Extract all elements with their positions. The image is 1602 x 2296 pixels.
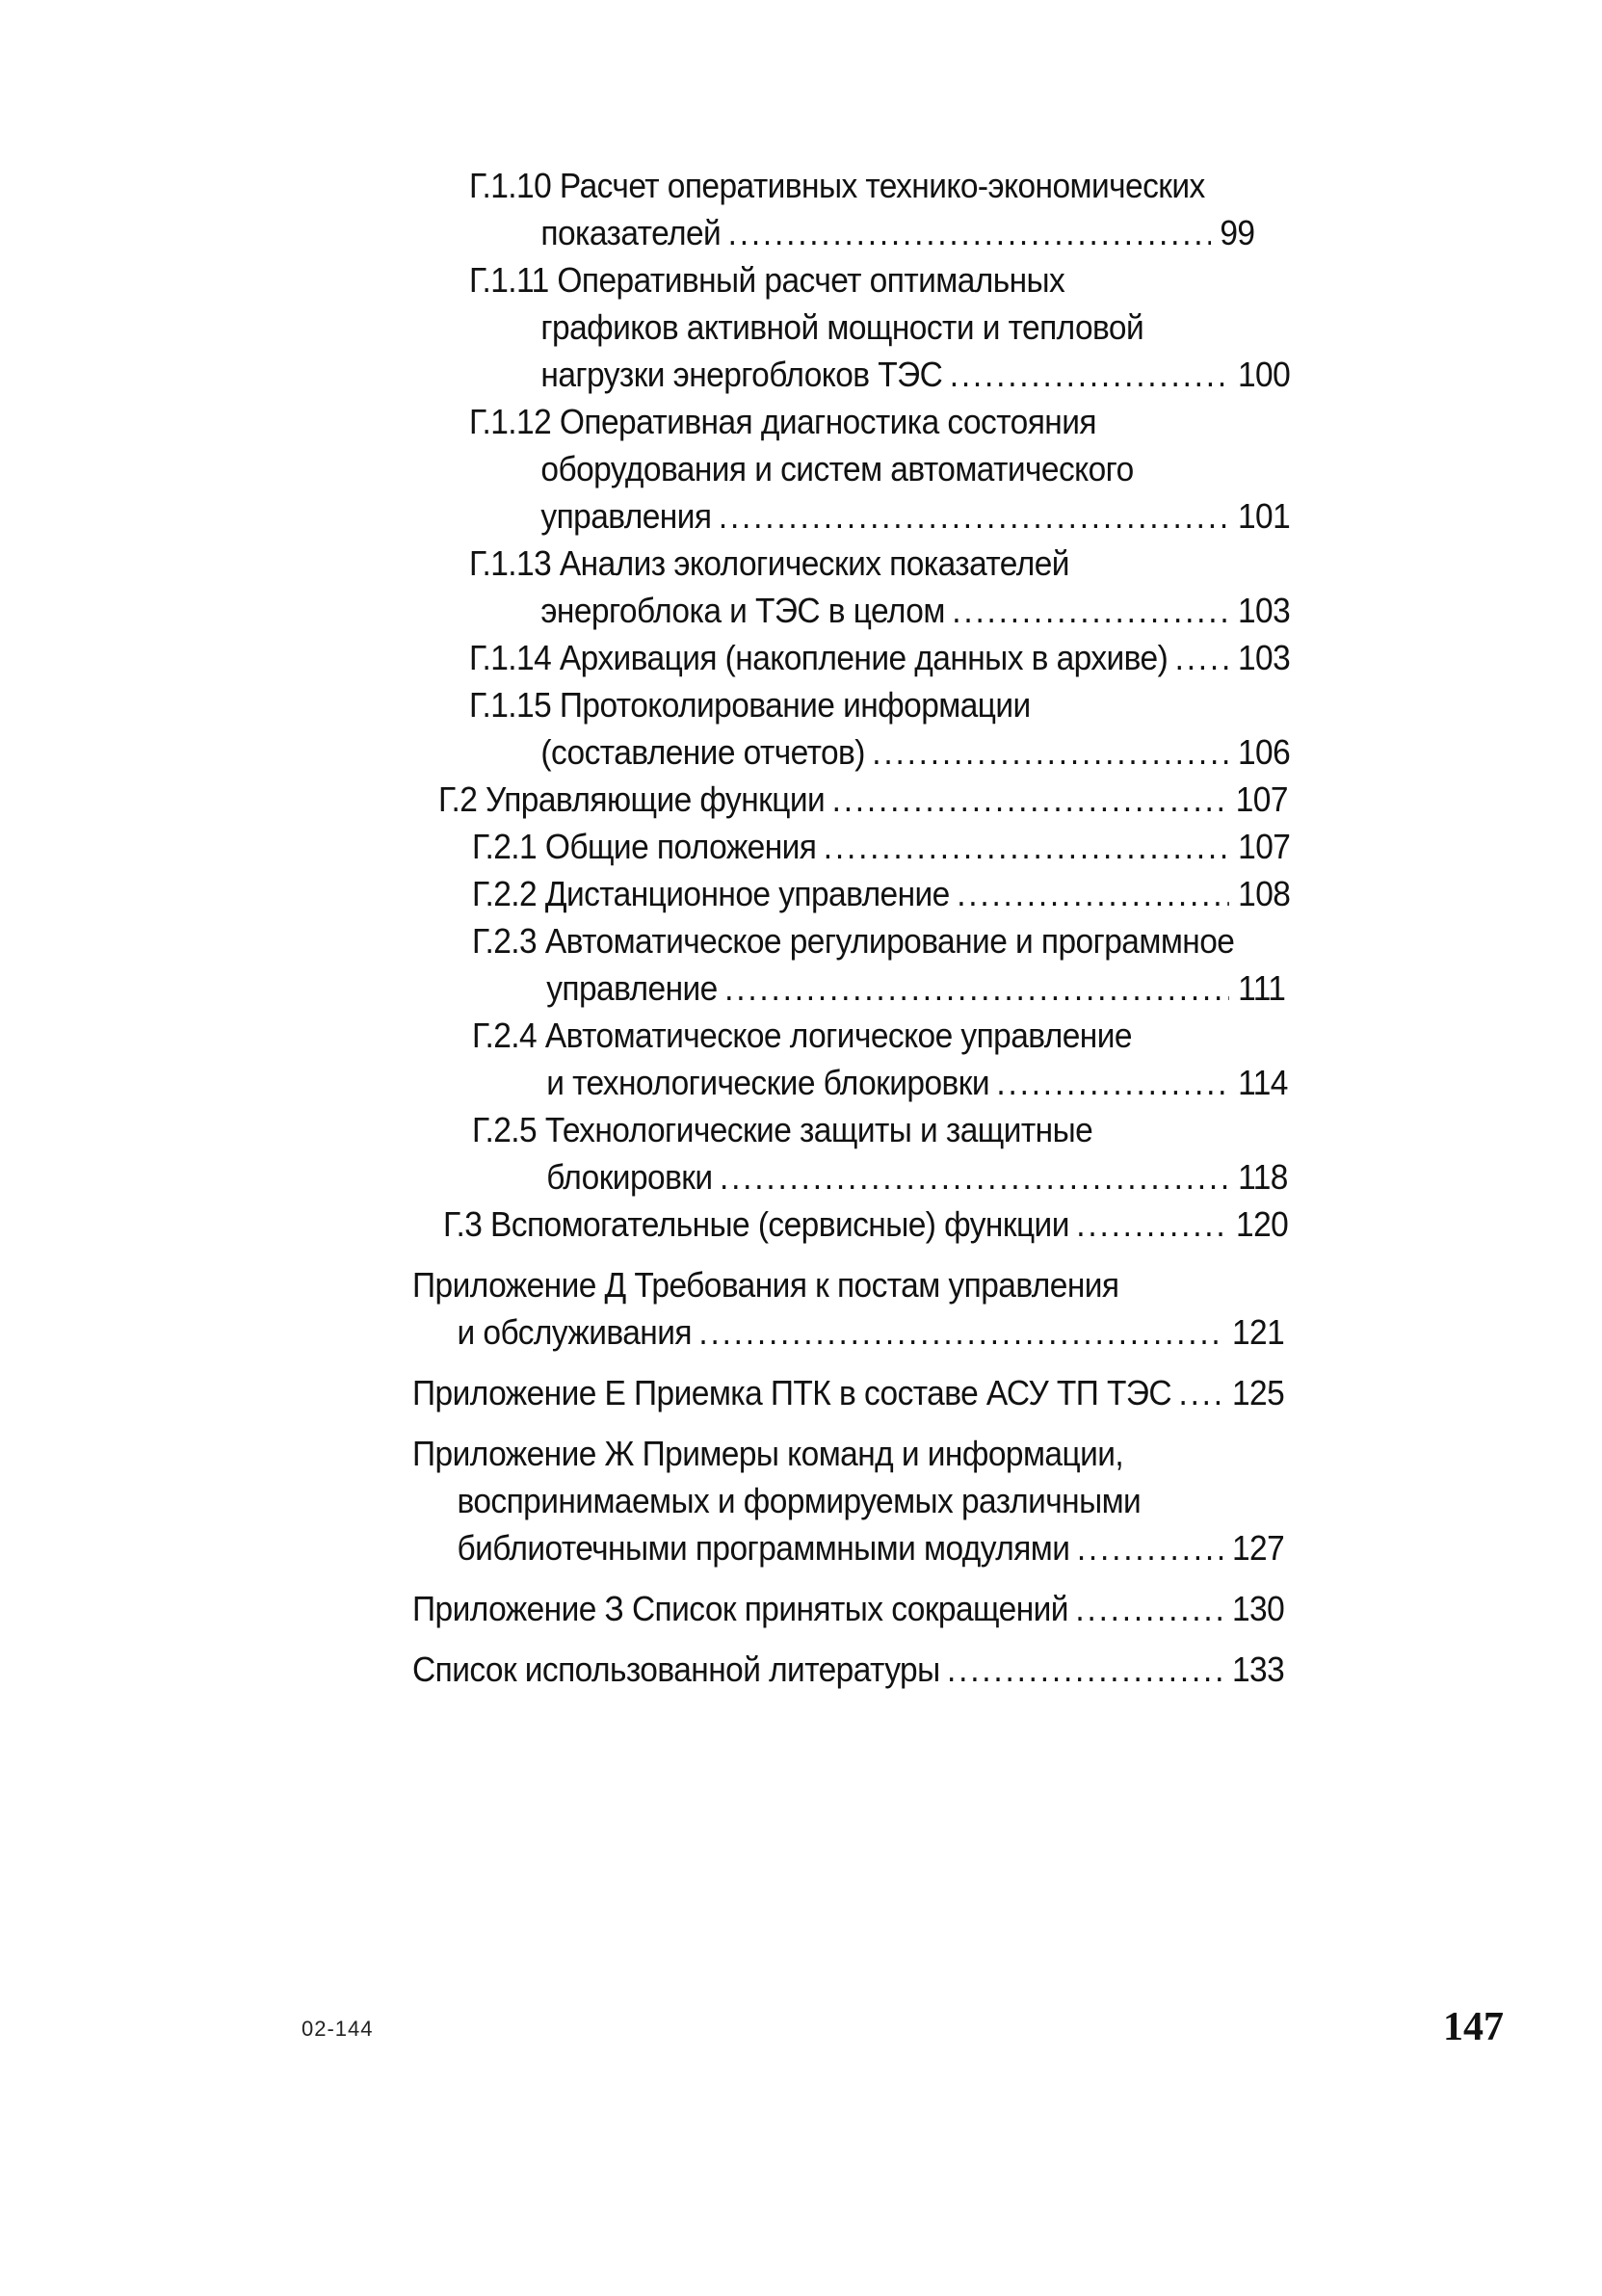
toc-entry-g-2-2 (472, 870, 1602, 917)
toc-entry-title: Г.2.1 Общие положения (472, 827, 817, 866)
leader-dots (698, 1308, 1222, 1356)
toc-entry-page: 133 (1231, 1649, 1285, 1689)
toc-entry-title: Г.1.13 Анализ экологических показателей (469, 543, 1069, 583)
leader-dots (1175, 634, 1229, 681)
toc-entry-title-cont: библиотечными программными модулями (457, 1528, 1070, 1568)
toc-entry-title: Г.2.3 Автоматическое регулирование и программное (472, 921, 1235, 961)
leader-dots (719, 492, 1229, 540)
toc-entry-title-cont: энергоблока и ТЭС в целом (540, 591, 945, 630)
toc-entry-title: Г.3 Вспомогательные (сервисные) функции (443, 1204, 1069, 1244)
toc-entry-title: Список использованной литературы (412, 1649, 940, 1689)
toc-entry-page: 108 (1238, 874, 1291, 913)
toc-entry-page: 107 (1235, 779, 1288, 819)
toc-entry-g-2-4 (472, 1012, 1602, 1106)
table-of-contents (0, 162, 1602, 1693)
toc-entry-page: 111 (1238, 968, 1286, 1008)
leader-dots (872, 728, 1228, 776)
toc-entry-g-3 (443, 1201, 1602, 1248)
toc-entry-title: Г.1.14 Архивация (накопление данных в архиве) (469, 638, 1169, 677)
toc-entry-g-1-11 (469, 256, 1602, 398)
toc-entry-appendix-zh (412, 1430, 1602, 1571)
leader-dots (957, 870, 1229, 917)
toc-entry-page: 130 (1231, 1589, 1285, 1628)
toc-entry-appendix-z (412, 1585, 1602, 1632)
footer-signature-code: 02-144 (302, 2017, 374, 2041)
toc-entry-g-1-13 (469, 540, 1602, 634)
toc-entry-title-cont: (составление отчетов) (540, 732, 865, 772)
toc-entry-title: Приложение Ж Примеры команд и информации, (412, 1434, 1124, 1473)
toc-entry-appendix-e (412, 1369, 1602, 1416)
toc-entry-page: 99 (1220, 213, 1255, 252)
toc-entry-page: 127 (1231, 1528, 1285, 1568)
leader-dots (950, 351, 1229, 398)
toc-entry-page: 125 (1231, 1373, 1285, 1412)
leader-dots (947, 1646, 1223, 1693)
leader-dots (728, 209, 1211, 256)
toc-entry-title-cont: управления (540, 496, 712, 536)
toc-entry-title-cont: блокировки (546, 1157, 713, 1197)
toc-entry-g-2-1 (472, 823, 1602, 870)
toc-entry-page: 118 (1238, 1157, 1288, 1197)
toc-entry-title: Г.2.4 Автоматическое логическое управление (472, 1016, 1132, 1055)
toc-entry-g-1-15 (469, 681, 1602, 776)
toc-entry-title: Г.2 Управляющие функции (438, 779, 826, 819)
toc-entry-title: Приложение З Список принятых сокращений (412, 1589, 1068, 1628)
toc-entry-title: Приложение Е Приемка ПТК в составе АСУ ТП ТЭС (412, 1373, 1172, 1412)
toc-entry-title-cont: графиков активной мощности и тепловой (540, 307, 1144, 347)
toc-entry-page: 106 (1237, 732, 1291, 772)
leader-dots (832, 776, 1227, 823)
toc-entry-title: Г.1.12 Оперативная диагностика состояния (469, 402, 1096, 441)
toc-entry-page: 120 (1236, 1204, 1289, 1244)
leader-dots (1075, 1585, 1222, 1632)
toc-entry-title-cont: и обслуживания (457, 1312, 692, 1352)
toc-entry-g-1-12 (469, 398, 1602, 540)
toc-entry-bibliography (412, 1646, 1602, 1693)
toc-entry-page: 121 (1231, 1312, 1285, 1352)
toc-entry-page: 107 (1238, 827, 1291, 866)
toc-entry-title-cont: нагрузки энергоблоков ТЭС (540, 355, 943, 394)
toc-entry-title: Приложение Д Требования к постам управления (412, 1265, 1119, 1305)
page-number: 147 (1443, 2005, 1504, 2049)
toc-entry-g-1-10 (469, 162, 1602, 256)
toc-entry-g-2-5 (472, 1106, 1602, 1201)
leader-dots (1178, 1369, 1222, 1416)
leader-dots (720, 1153, 1229, 1201)
leader-dots (1076, 1201, 1226, 1248)
toc-entry-page: 114 (1238, 1063, 1288, 1102)
toc-entry-title-cont: оборудования и систем автоматического (540, 449, 1134, 488)
leader-dots (724, 964, 1229, 1012)
toc-entry-g-2-3 (472, 917, 1602, 1012)
toc-entry-g-2 (438, 776, 1602, 823)
leader-dots (996, 1059, 1228, 1106)
toc-entry-page: 103 (1237, 591, 1291, 630)
leader-dots (824, 823, 1229, 870)
toc-entry-title: Г.2.5 Технологические защиты и защитные (472, 1110, 1093, 1149)
toc-entry-title-cont: показателей (540, 213, 722, 252)
toc-entry-page: 101 (1237, 496, 1291, 536)
toc-entry-g-1-14 (469, 634, 1602, 681)
toc-entry-title: Г.2.2 Дистанционное управление (472, 874, 950, 913)
leader-dots (952, 587, 1228, 634)
toc-entry-page: 100 (1237, 355, 1291, 394)
toc-entry-page: 103 (1237, 638, 1291, 677)
toc-entry-title: Г.1.11 Оперативный расчет оптимальных (469, 260, 1065, 300)
toc-entry-title: Г.1.10 Расчет оперативных технико-экономических (469, 166, 1205, 205)
toc-entry-title: Г.1.15 Протоколирование информации (469, 685, 1031, 725)
toc-entry-title-cont: воспринимаемых и формируемых различными (457, 1481, 1142, 1520)
toc-entry-appendix-d (412, 1261, 1602, 1356)
leader-dots (1077, 1524, 1223, 1571)
toc-entry-title-cont: управление (546, 968, 718, 1008)
toc-entry-title-cont: и технологические блокировки (546, 1063, 989, 1102)
